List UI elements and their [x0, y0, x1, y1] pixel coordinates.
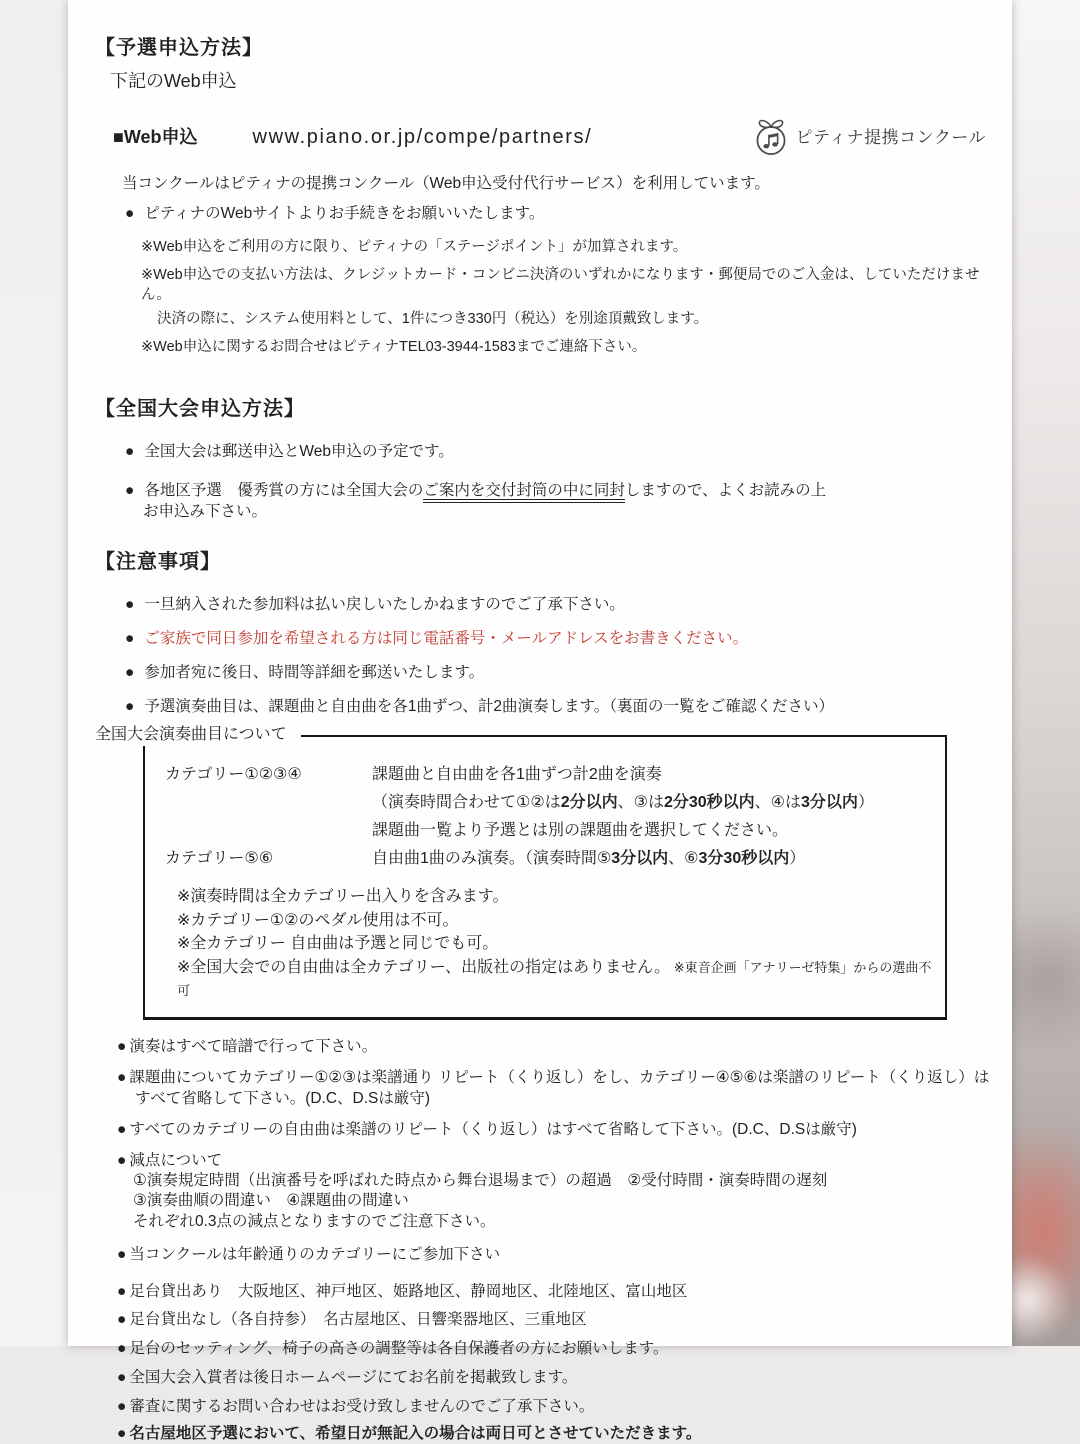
- small-text-segment: ※東音企画「アナリーゼ特集」からの選曲不可: [177, 960, 931, 999]
- text-segment: 各地区予選 優秀賞の方には全国大会の: [144, 482, 423, 499]
- list-item-text: 予選演奏曲目は、課題曲と自由曲を各1曲ずつ、計2曲演奏します。（裏面の一覧をご確認ください）: [144, 696, 834, 717]
- list-item-text: 当コンクールは年齢通りのカテゴリーにご参加下さい: [129, 1244, 500, 1265]
- list-item-text: 一旦納入された参加料は払い戻しいたしかねますのでご了承下さい。: [144, 594, 625, 615]
- list-item-text: 足台貸出あり 大阪地区、神戸地区、姫路地区、静岡地区、北陸地区、富山地区: [129, 1281, 687, 1302]
- national-repertoire-section: [95, 735, 992, 1020]
- bold-segment: 2分以内: [561, 794, 618, 811]
- ptna-logo-label: ピティナ提携コンクール: [796, 127, 986, 148]
- document-page: [68, 0, 1012, 1346]
- list-item-text: 全国大会は郵送申込とWeb申込の予定です。: [144, 441, 453, 462]
- list-item-continuation: お申込み下さい。: [143, 501, 992, 522]
- bullet-icon: ●: [117, 1423, 126, 1444]
- text-segment: ※全国大会での自由曲は全カテゴリー、出版社の指定はありません。: [177, 959, 670, 976]
- box-note: ※演奏時間は全カテゴリー出入りを含みます。: [177, 885, 935, 909]
- bullet-icon: ●: [117, 1281, 126, 1302]
- text-line: [372, 845, 935, 873]
- deduction-line: ③演奏曲順の間違い ④課題曲の間違い: [133, 1191, 992, 1212]
- text-segment: （演奏時間合わせて①②は: [372, 794, 561, 811]
- list-item-text: 足台のセッティング、椅子の高さの調整等は各自保護者の方にお願いします。: [129, 1338, 668, 1359]
- list-item-district-winners: [125, 480, 992, 501]
- deduction-line: ①演奏規定時間（出演番号を呼ばれた時点から舞台退場まで）の超過 ②受付時間・演奏時間の遅刻: [133, 1171, 992, 1192]
- web-application-row: [113, 115, 992, 159]
- bullet-icon: ●: [125, 696, 134, 717]
- application-url: www.piano.or.jp/compe/partners/: [253, 127, 593, 148]
- list-item-footstool-available: [117, 1281, 992, 1302]
- list-item-footstool-setting: [117, 1338, 992, 1359]
- text-segment: ）: [858, 794, 874, 811]
- background-left-margin: [0, 0, 68, 1346]
- list-item-schedule-mail: [125, 662, 992, 683]
- music-note-badge-icon: [750, 115, 792, 159]
- text-line: 課題曲一覧より予選とは別の課題曲を選択してください。: [372, 817, 935, 845]
- list-item-text-red: ご家族で同日参加を希望される方は同じ電話番号・メールアドレスをお書きください。: [144, 628, 748, 649]
- category-label: カテゴリー①②③④: [165, 761, 372, 845]
- text-line: 課題曲と自由曲を各1曲ずつ計2曲を演奏: [372, 761, 935, 789]
- ptna-logo: [750, 115, 986, 159]
- bullet-icon: ●: [117, 1338, 126, 1359]
- bold-segment: 3分以内: [801, 794, 858, 811]
- deduction-line: それぞれ0.3点の減点となりますのでご注意下さい。: [133, 1212, 992, 1233]
- list-item-age-category: [117, 1244, 992, 1265]
- bullet-icon: ●: [125, 628, 134, 649]
- heading-notes: 【注意事項】: [95, 550, 992, 574]
- list-item-free-piece-repeat: [117, 1119, 992, 1140]
- category-description: [372, 845, 935, 873]
- text-line: [372, 789, 935, 817]
- list-item-text: 参加者宛に後日、時間等詳細を郵送いたします。: [144, 662, 484, 683]
- bullet-icon: ●: [125, 203, 134, 224]
- heading-national-application: 【全国大会申込方法】: [95, 397, 992, 421]
- list-item-footstool-unavailable: [117, 1309, 992, 1330]
- list-item-web-procedure: [125, 203, 992, 224]
- background-light-blob: [1012, 1255, 1072, 1345]
- bold-segment: 3分以内: [611, 850, 668, 867]
- list-item-text: 全国大会入賞者は後日ホームページにてお名前を掲載致します。: [129, 1367, 577, 1388]
- bullet-icon: ●: [125, 594, 134, 615]
- document-content: [68, 0, 1012, 1444]
- list-item-continuation: すべて省略して下さい。(D.C、D.Sは厳守): [135, 1088, 992, 1109]
- list-item-deduction: [117, 1150, 992, 1171]
- heading-preliminary-application: 【予選申込方法】: [95, 36, 992, 60]
- list-item-text: ピティナのWebサイトよりお手続きをお願いいたします。: [144, 203, 544, 224]
- list-item-text: 減点について: [129, 1150, 222, 1171]
- bold-segment: 2分30秒以内: [664, 794, 755, 811]
- background-shadow-blob: [1012, 905, 1080, 1055]
- box-notes: [177, 885, 935, 1003]
- text-segment: しますので、よくお読みの上: [625, 482, 826, 499]
- text-segment: ）: [789, 850, 805, 867]
- note-payment-methods: ※Web申込での支払い方法は、クレジットカード・コンビニ決済のいずれかになります・郵便局でのご入金は、していただけません。: [141, 265, 992, 305]
- list-item-text: 課題曲についてカテゴリー①②③は楽譜通り リピート（くり返し）をし、カテゴリー④⑤⑥は楽譜のリピート（くり返し）は: [129, 1067, 989, 1088]
- text-segment: 、⑥: [668, 850, 698, 867]
- list-item-text: すべてのカテゴリーの自由曲は楽譜のリピート（くり返し）はすべて省略して下さい。(D.C、D.Sは厳守): [129, 1119, 857, 1140]
- text-segment: 自由曲1曲のみ演奏。（演奏時間⑤: [372, 850, 611, 867]
- double-underlined-text: ご案内を交付封筒の中に同封: [423, 482, 625, 503]
- bullet-icon: ●: [117, 1367, 126, 1388]
- bullet-icon: ●: [117, 1309, 126, 1330]
- bold-segment: 3分30秒以内: [699, 850, 790, 867]
- list-item-repeat-rule: [117, 1067, 992, 1088]
- list-item-text: 審査に関するお問い合わせはお受け致しませんのでご了承下さい。: [129, 1396, 594, 1417]
- bullet-icon: ●: [117, 1396, 126, 1417]
- list-item-national-methods: [125, 441, 992, 462]
- intro-text: 当コンクールはピティナの提携コンクール（Web申込受付代行サービス）を利用しています。: [122, 173, 992, 194]
- bullet-icon: ●: [117, 1119, 126, 1140]
- list-item-family-same-day: [125, 628, 992, 649]
- list-item-text: [144, 480, 826, 501]
- list-item-text: 名古屋地区予選において、希望日が無記入の場合は両日可とさせていただきます。: [129, 1423, 701, 1444]
- list-item-no-refund: [125, 594, 992, 615]
- list-item-memorized: [117, 1036, 992, 1057]
- bullet-icon: ●: [117, 1067, 126, 1088]
- bullet-icon: ●: [125, 480, 134, 501]
- category-label: カテゴリー⑤⑥: [165, 845, 372, 873]
- box-note: ※カテゴリー①②のペダル使用は不可。: [177, 909, 935, 933]
- list-item-nagoya-both-days: [117, 1423, 992, 1444]
- box-label: 全国大会演奏曲目について: [95, 724, 301, 746]
- bullet-icon: ●: [117, 1150, 126, 1171]
- bullet-icon: ●: [117, 1036, 126, 1057]
- general-rules-list: [117, 1036, 992, 1444]
- bullet-icon: ●: [125, 662, 134, 683]
- subtitle-web-application: 下記のWeb申込: [110, 69, 992, 93]
- text-segment: 、④は: [755, 794, 801, 811]
- box-note: ※全カテゴリー 自由曲は予選と同じでも可。: [177, 932, 935, 956]
- category-56-row: [165, 845, 935, 873]
- background-right-margin: [1012, 0, 1080, 1346]
- bullet-icon: ●: [117, 1244, 126, 1265]
- list-item-winners-website: [117, 1367, 992, 1388]
- note-stage-points: ※Web申込をご利用の方に限り、ピティナの「ステージポイント」が加算されます。: [141, 237, 992, 257]
- note-contact-phone: ※Web申込に関するお問合せはピティナTEL03-3944-1583までご連絡下さい。: [141, 337, 992, 357]
- category-1234-row: [165, 761, 935, 845]
- bullet-icon: ●: [125, 441, 134, 462]
- text-segment: 、③は: [618, 794, 664, 811]
- note-system-fee: 決済の際に、システム使用料として、1件につき330円（税込）を別途頂戴致します。: [157, 309, 992, 329]
- list-item-text: 足台貸出なし（各自持参） 名古屋地区、日響楽器地区、三重地区: [129, 1309, 586, 1330]
- repertoire-box: [143, 735, 947, 1020]
- box-note: [177, 956, 935, 1003]
- list-item-preliminary-repertoire: [125, 696, 992, 717]
- category-description: [372, 761, 935, 845]
- list-item-no-judging-inquiries: [117, 1396, 992, 1417]
- list-item-text: 演奏はすべて暗譜で行って下さい。: [129, 1036, 377, 1057]
- web-apply-label: ■Web申込: [113, 127, 198, 148]
